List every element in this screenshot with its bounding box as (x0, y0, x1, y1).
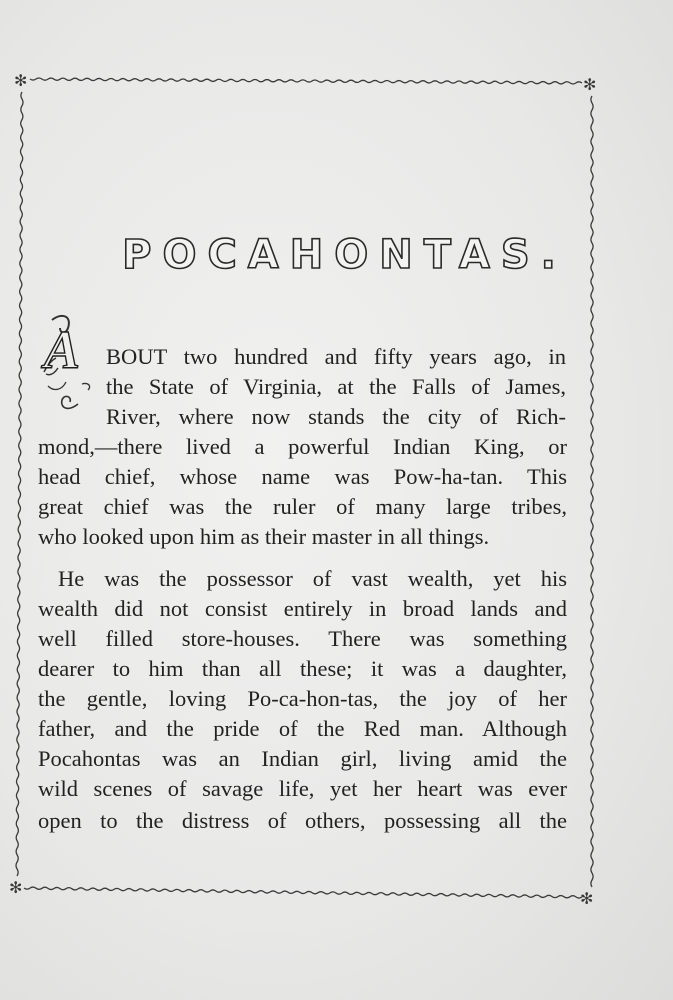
text-line: well filled store-houses. There was something (38, 626, 567, 651)
svg-text:✻: ✻ (9, 878, 23, 897)
text-line: the gentle, loving Po-ca-hon-tas, the joy of her (38, 686, 567, 711)
svg-text:✻: ✻ (14, 71, 28, 90)
drop-cap-letter: A (44, 320, 81, 380)
svg-text:✻: ✻ (580, 889, 594, 908)
text-line: dearer to him than all these; it was a daughter, (38, 656, 567, 681)
text-line: wealth did not consist entirely in broad lands and (38, 596, 567, 621)
text-line: mond,—there lived a powerful Indian King, or (38, 434, 567, 459)
svg-text:✻: ✻ (583, 75, 597, 94)
text-line: open to the distress of others, possessing all the (38, 808, 567, 833)
text-line: great chief was the ruler of many large tribes, (38, 494, 567, 519)
page-title: POCAHONTAS. (122, 232, 567, 278)
text-line: BOUT two hundred and fifty years ago, in (106, 344, 566, 369)
text-line: River, where now stands the city of Rich- (106, 404, 566, 429)
text-line: the State of Virginia, at the Falls of James, (106, 374, 566, 399)
text-line: head chief, whose name was Pow-ha-tan. This (38, 464, 567, 489)
text-line: Pocahontas was an Indian girl, living amid the (38, 746, 567, 771)
text-line: He was the possessor of vast wealth, yet his (58, 566, 567, 591)
text-line: wild scenes of savage life, yet her heart was ever (38, 776, 567, 801)
text-line: who looked upon him as their master in all things. (38, 524, 490, 549)
text-line: father, and the pride of the Red man. Although (38, 716, 567, 741)
